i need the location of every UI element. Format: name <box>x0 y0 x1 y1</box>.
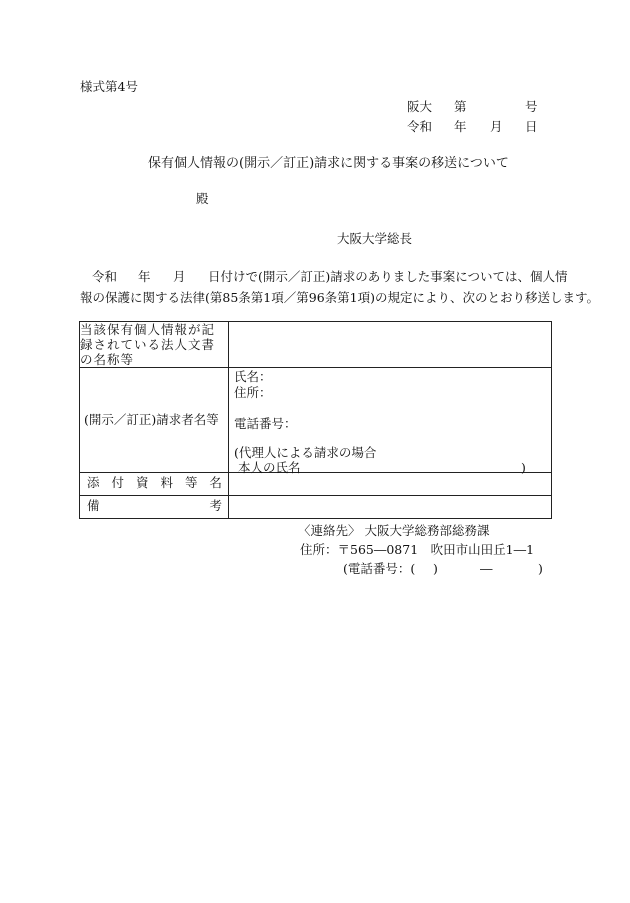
contact-address: 住所：〒565―0871 吹田市山田丘1―1 <box>300 542 535 557</box>
body-text <box>80 266 599 308</box>
document-date-year: 年 <box>454 119 467 134</box>
label-char: 備 <box>87 498 100 513</box>
contact-phone-dash: ― <box>480 561 493 576</box>
contact-phone-paren: ) <box>433 561 438 576</box>
body-line-2: 報の保護に関する法律(第85条第1項／第96条第1項)の規定により、次のとおり移送します。 <box>80 290 599 305</box>
body-line-1 <box>80 266 568 287</box>
attachments-label <box>80 473 229 496</box>
label-char: 料 <box>160 475 173 490</box>
document-number-prefix: 阪大 <box>407 99 433 114</box>
body-month: 月 <box>173 269 186 284</box>
contact-title: 〈連絡先〉 大阪大学総務部総務課 <box>298 523 490 538</box>
body-line-1-rest: 日付けで(開示／訂正)請求のありました事案については、個人情 <box>208 269 568 284</box>
requester-address-field: 住所： <box>234 385 272 400</box>
label-char: 等 <box>184 475 198 490</box>
body-era: 令和 <box>92 269 118 284</box>
label-char: 名 <box>209 475 222 490</box>
attachments-value[interactable] <box>229 473 552 496</box>
form-number: 様式第4号 <box>80 79 138 94</box>
sender: 大阪大学総長 <box>337 231 413 246</box>
label-char: 付 <box>111 475 124 490</box>
document-name-value[interactable] <box>229 322 552 368</box>
table-row <box>80 368 552 473</box>
addressee: 殿 <box>196 191 209 206</box>
table-row <box>80 473 552 496</box>
proxy-note-close: ) <box>521 460 526 475</box>
table-row <box>80 322 552 368</box>
transfer-info-table <box>79 321 552 519</box>
document-number-dai: 第 <box>454 99 467 114</box>
remarks-value[interactable] <box>229 496 552 519</box>
requester-name-field: 氏名： <box>234 369 272 384</box>
document-date-day: 日 <box>525 119 538 134</box>
proxy-note-open: (代理人による請求の場合 <box>234 445 377 460</box>
principal-name-field: 本人の氏名 <box>238 460 301 475</box>
label-char: 添 <box>87 475 100 490</box>
label-char: 考 <box>209 498 222 513</box>
contact-phone-close: ) <box>538 561 543 576</box>
document-date-era: 令和 <box>407 119 433 134</box>
document-number-go: 号 <box>525 99 538 114</box>
document-date-month: 月 <box>490 119 503 134</box>
body-year: 年 <box>138 269 151 284</box>
contact-phone <box>343 563 548 577</box>
document-title: 保有個人情報の(開示／訂正)請求に関する事案の移送について <box>148 156 509 171</box>
table-row <box>80 496 552 519</box>
requester-label: (開示／訂正)請求者名等 <box>80 368 229 473</box>
requester-value[interactable] <box>229 368 552 473</box>
contact-phone-open: (電話番号：( <box>343 561 416 576</box>
remarks-label <box>80 496 229 519</box>
requester-phone-field: 電話番号： <box>234 416 297 431</box>
label-char: 資 <box>135 475 149 490</box>
document-name-label: 当該保有個人情報が記録されている法人文書の名称等 <box>80 322 229 368</box>
